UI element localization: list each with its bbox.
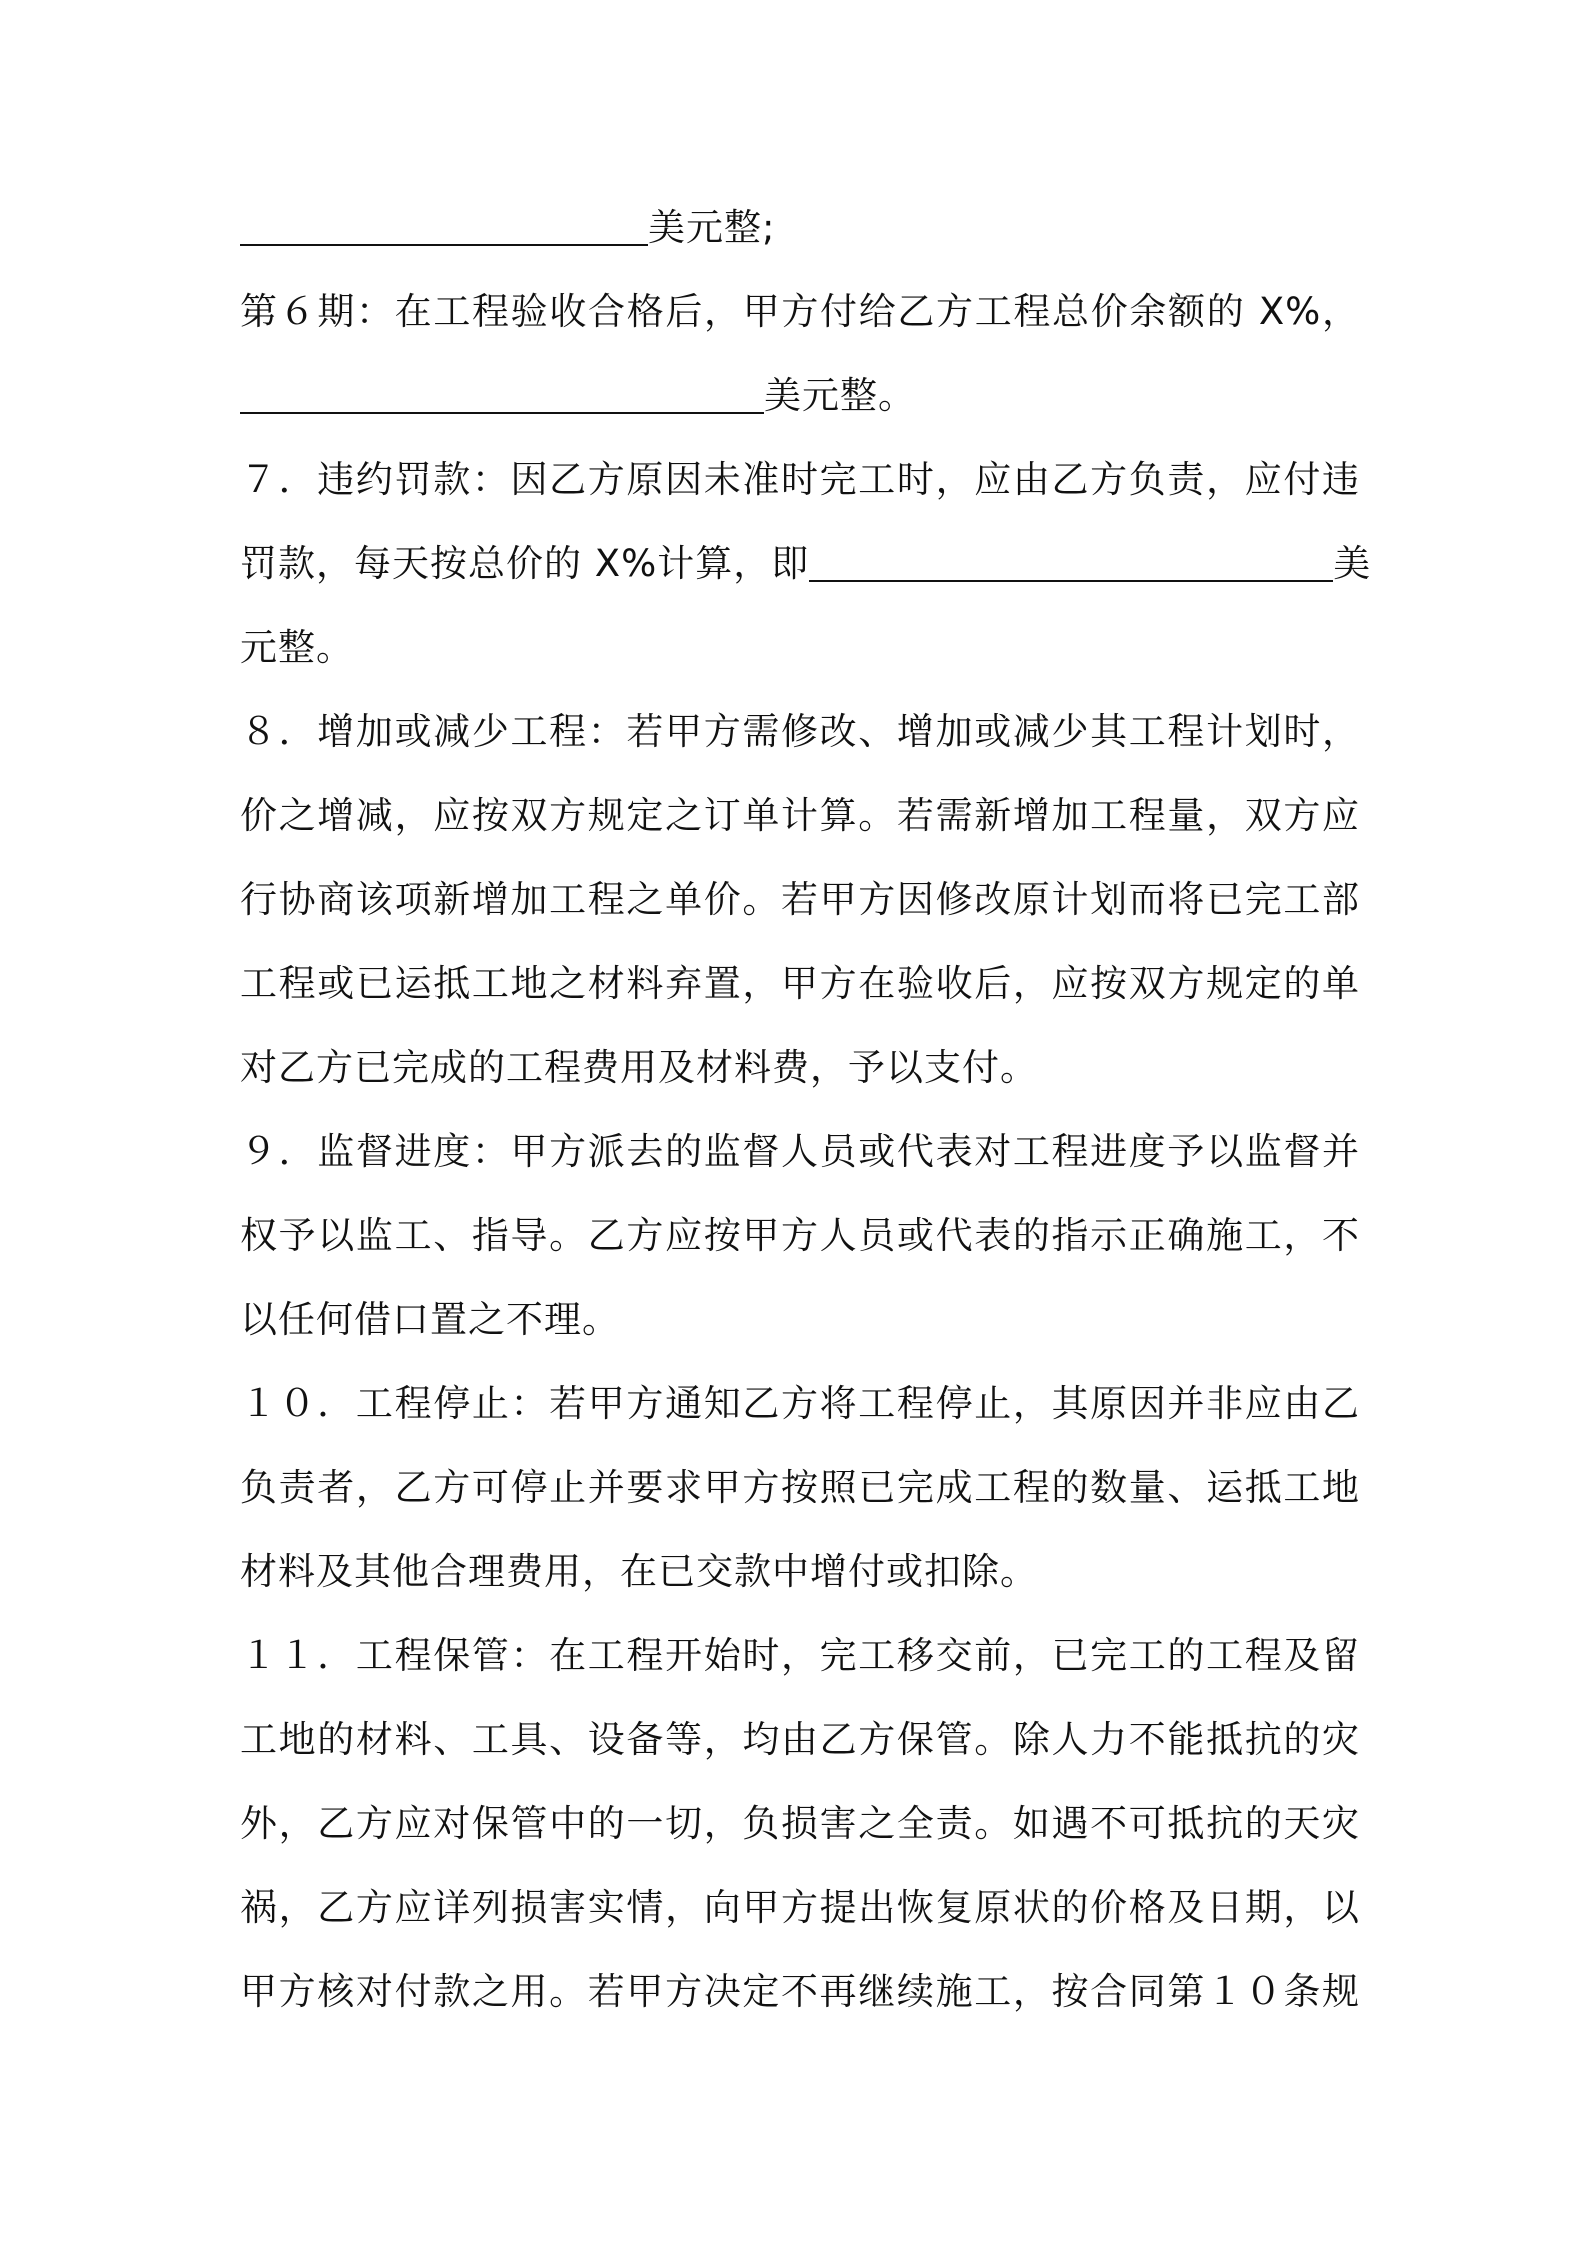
amount-blank[interactable]	[809, 540, 1333, 582]
clause-8-line-3: 行协商该项新增加工程之单价。若甲方因修改原计划而将已完工部	[240, 878, 1360, 921]
clause-9-line-3: 以任何借口置之不理。	[240, 1298, 620, 1341]
clause-11-line-4: 祸，乙方应详列损害实情，向甲方提出恢复原状的价格及日期，以	[240, 1886, 1360, 1929]
clause-9-line-2: 权予以监工、指导。乙方应按甲方人员或代表的指示正确施工，不	[240, 1214, 1360, 1257]
clause-10-line-1: １０．工程停止：若甲方通知乙方将工程停止，其原因并非应由乙	[240, 1382, 1360, 1425]
clause-9-line-1: ９．监督进度：甲方派去的监督人员或代表对工程进度予以监督并	[240, 1130, 1360, 1173]
clause-10-line-2: 负责者，乙方可停止并要求甲方按照已完成工程的数量、运抵工地	[240, 1466, 1360, 1509]
line-text: 美	[1333, 542, 1372, 585]
payment-line-5-amount	[240, 186, 1360, 270]
line-text: 罚款，每天按总价的 X%计算，即	[240, 522, 1333, 606]
amount-blank[interactable]	[240, 204, 648, 246]
line-text: 美元整。	[764, 374, 916, 417]
clause-7-line-3: 元整。	[240, 626, 354, 669]
line-text: 美元整;	[648, 206, 776, 249]
contract-body	[240, 186, 1372, 2034]
clause-7-line-1: ７．违约罚款：因乙方原因未准时完工时，应由乙方负责，应付违	[240, 458, 1360, 501]
clause-11-line-2: 工地的材料、工具、设备等，均由乙方保管。除人力不能抵抗的灾	[240, 1718, 1360, 1761]
clause-11-line-3: 外，乙方应对保管中的一切，负损害之全责。如遇不可抵抗的天灾	[240, 1802, 1360, 1845]
amount-blank[interactable]	[240, 372, 764, 414]
payment-line-6-amount	[240, 354, 1360, 438]
clause-8-line-2: 价之增减，应按双方规定之订单计算。若需新增加工程量，双方应	[240, 794, 1360, 837]
clause-8-line-1: ８．增加或减少工程：若甲方需修改、增加或减少其工程计划时，	[240, 710, 1360, 753]
clause-11-line-5: 甲方核对付款之用。若甲方决定不再继续施工，按合同第１０条规	[240, 1970, 1360, 2013]
clause-11-line-1: １１．工程保管：在工程开始时，完工移交前，已完工的工程及留	[240, 1634, 1360, 1677]
clause-10-line-3: 材料及其他合理费用，在已交款中增付或扣除。	[240, 1550, 1038, 1593]
clause-8-line-5: 对乙方已完成的工程费用及材料费，予以支付。	[240, 1046, 1038, 1089]
clause-7-line-2	[240, 522, 1372, 606]
clause-8-line-4: 工程或已运抵工地之材料弃置，甲方在验收后，应按双方规定的单	[240, 962, 1360, 1005]
payment-term-6: 第６期：在工程验收合格后，甲方付给乙方工程总价余额的 X%，	[240, 290, 1360, 333]
